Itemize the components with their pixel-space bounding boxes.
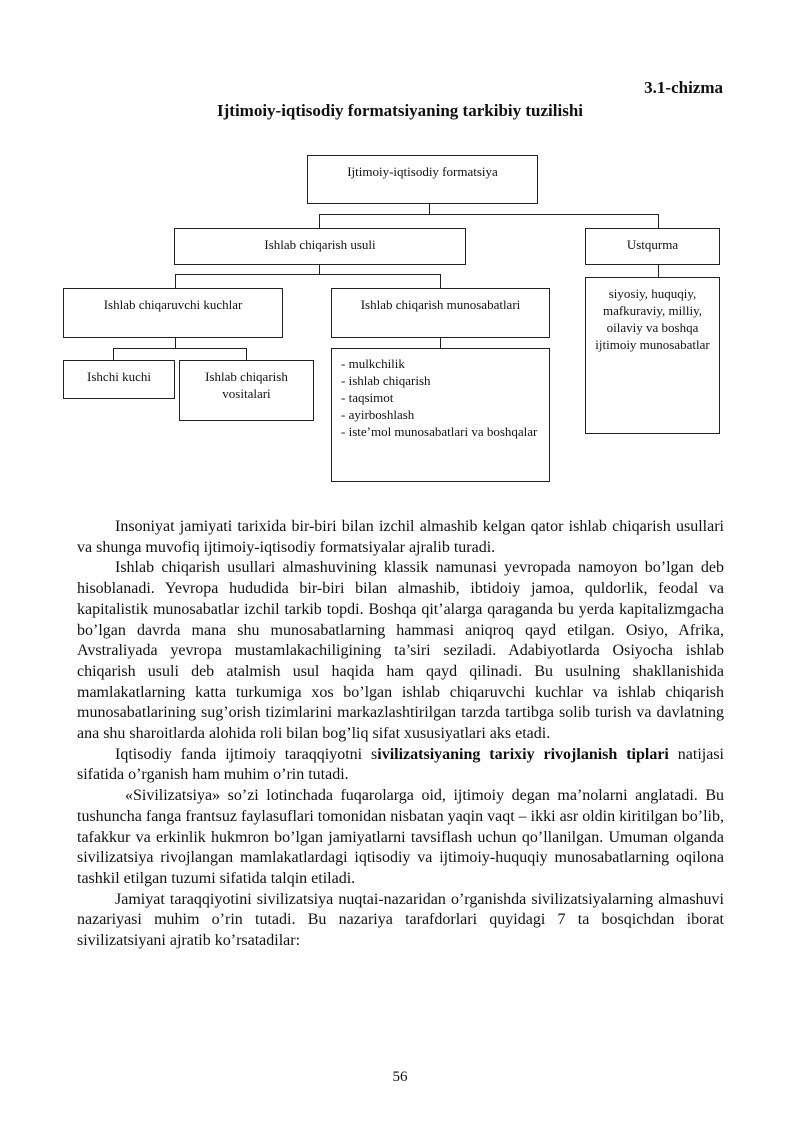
means-of-production-node: Ishlab chiqarish vositalari xyxy=(179,360,314,421)
connector xyxy=(658,264,659,277)
paragraph: «Sivilizatsiya» so’zi lotinchada fuqarolarga oid, ijtimoiy degan ma’nolarni anglatadi. Bu tushuncha fanga frantsuz faylasuflari tomonidan nisbatan yaqin vaqt – ikki asr oldin kiritilgan bo’lib, tafakkur va erkinlik hukmron bo’lgan jamiyatlarni tavsiflash uchun qo’llanilgan. Umuman olganda sivilizatsiya rivojlangan mamlakatlardagi iqtisodiy va ijtimoiy-huquqiy munosabatlarning oqilona tashkil etilgan tuzumi sifatida talqin etiladi. xyxy=(77,787,724,887)
production-relations-list xyxy=(331,348,550,482)
figure-label: 3.1-chizma xyxy=(644,78,723,97)
paragraph: Insoniyat jamiyati tarixida bir-biri bilan izchil almashib kelgan qator ishlab chiqarish usullari va shunga muvofiq ijtimoiy-iqtisodiy formatsiyalar ajralib turadi. xyxy=(77,518,724,556)
connector xyxy=(246,348,247,360)
connector xyxy=(319,214,320,228)
root-node: Ijtimoiy-iqtisodiy formatsiya xyxy=(307,155,538,204)
connector xyxy=(113,348,247,349)
list-item: - iste’mol munosabatlari va boshqalar xyxy=(341,424,538,439)
production-mode-node: Ishlab chiqarish usuli xyxy=(174,228,466,265)
list-item: - ayirboshlash xyxy=(341,407,415,422)
connector xyxy=(319,214,659,215)
paragraph: Jamiyat taraqqiyotini sivilizatsiya nuqtai-nazaridan o’rganishda sivilizatsiyalarning almashuvi nazariyasi muhim o’rin tutadi. Bu nazariya tarafdorlari quyidagi 7 ta bosqichdan iborat sivilizatsiyani ajratib ko’rsatadilar: xyxy=(77,890,724,950)
connector xyxy=(440,274,441,288)
list-item: - taqsimot xyxy=(341,390,394,405)
figure-title: Ijtimoiy-iqtisodiy formatsiyaning tarkibiy tuzilishi xyxy=(217,101,583,120)
bold-phrase: ivilizatsiyaning tarixiy rivojlanish tiplari xyxy=(377,745,669,763)
superstructure-description: siyosiy, huquqiy, mafkuraviy, milliy, oilaviy va boshqa ijtimoiy munosabatlar xyxy=(585,277,720,434)
list-item: - ishlab chiqarish xyxy=(341,373,431,388)
body-text xyxy=(77,517,724,952)
list-item: - mulkchilik xyxy=(341,356,405,371)
page-number: 56 xyxy=(392,1069,408,1085)
superstructure-node: Ustqurma xyxy=(585,228,720,265)
paragraph xyxy=(77,745,724,786)
paragraph: Ishlab chiqarish usullari almashuvining klassik namunasi yevropada namoyon bo’lgan deb hisoblanadi. Yevropa hududida bir-biri bilan almashib, ibtidoiy jamoa, quldorlik, feodal va kapitalistik munosabatlar izchil tarkib topdi. Boshqa qit’alarga qaraganda bu yerda kapitalizmgacha bo’lgan davrda mana shu munosabatlarning hammasi aniqroq qayd etilgan. Osiyo, Afrika, Avstraliyada yevropa mustamlakachiligining ta’siri seziladi. Adabiyotlarda Osiyocha ishlab chiqarish usuli deb atalmish usul haqida ham qayd qilinadi. Bu usulning shakllanishida mamlakatlarning katta turkumiga xos bo’lgan ishlab chiqaruvchi kuchlar va ishlab chiqarish munosabatlarining sug’orish tizimlarini markazlashtirilgan tarzda tartibga solib turish va davlatning ana shu sharoitlarda alohida roli bilan bog’liq sifat xususiyatlari aks etadi. xyxy=(77,559,724,743)
connector xyxy=(658,214,659,228)
connector xyxy=(175,274,176,288)
connector xyxy=(113,348,114,360)
connector xyxy=(175,274,441,275)
production-relations-node: Ishlab chiqarish munosabatlari xyxy=(331,288,550,338)
text-run: natijasi sifatida o’rganish ham muhim o’rin tutadi. xyxy=(77,745,724,784)
labor-force-node: Ishchi kuchi xyxy=(63,360,175,399)
text-run: Iqtisodiy fanda ijtimoiy taraqqiyotni s xyxy=(115,745,378,763)
productive-forces-node: Ishlab chiqaruvchi kuchlar xyxy=(63,288,283,338)
